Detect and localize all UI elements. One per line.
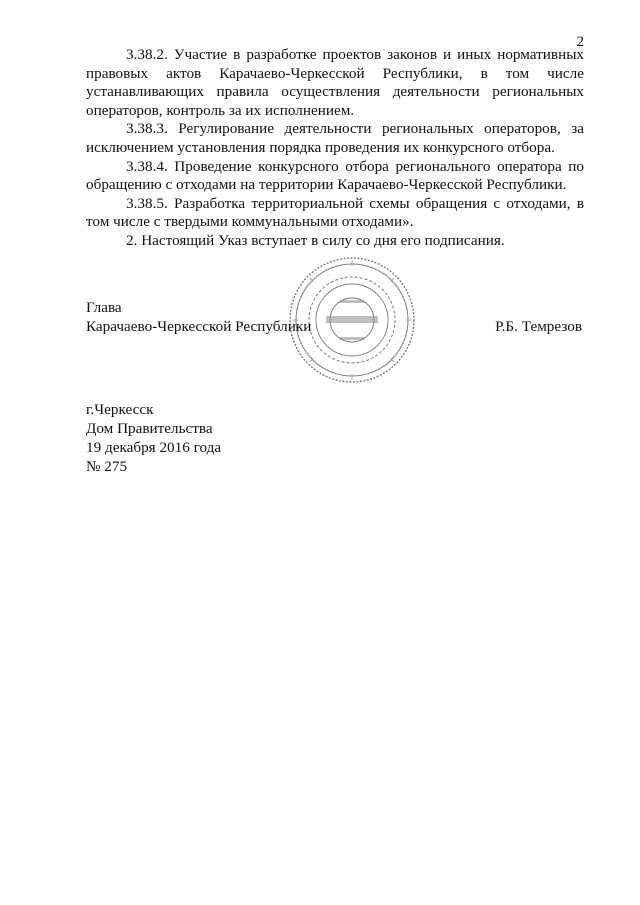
page-number: 2 (576, 34, 584, 50)
footer-date: 19 декабря 2016 года (86, 439, 222, 456)
signature-title-line2: Карачаево-Черкесской Республики (86, 318, 312, 335)
signatory-name: Р.Б. Темрезов (495, 318, 582, 335)
signature-title (86, 298, 311, 336)
paragraph-2-effective: 2. Настоящий Указ вступает в силу со дня его подписания. (126, 231, 505, 249)
paragraph-3-38-5: 3.38.5. Разработка территориальной схемы обращения с отходами, в том числе с твердыми коммунальными отходами». (86, 194, 584, 231)
footer-number: № 275 (86, 458, 128, 475)
paragraph-3-38-4: 3.38.4. Проведение конкурсного отбора регионального оператора по обращению с отходами на территории Карачаево-Черкесской Республики. (86, 157, 584, 194)
signature-title-line1: Глава (86, 299, 122, 316)
footer-place: Дом Правительства (86, 420, 213, 437)
document-body (86, 46, 584, 251)
document-footer (86, 400, 221, 476)
paragraph-3-38-2: 3.38.2. Участие в разработке проектов законов и иных нормативных правовых актов Карачаево-Черкесской Республики, в том числе устанавливающих правила осуществления деятельности региональных операторов, контроль за их исполнением. (86, 46, 584, 119)
footer-city: г.Черкесск (86, 401, 154, 418)
paragraph-3-38-3: 3.38.3. Регулирование деятельности региональных операторов, за исключением установления порядка проведения их конкурсного отбора. (86, 120, 584, 156)
